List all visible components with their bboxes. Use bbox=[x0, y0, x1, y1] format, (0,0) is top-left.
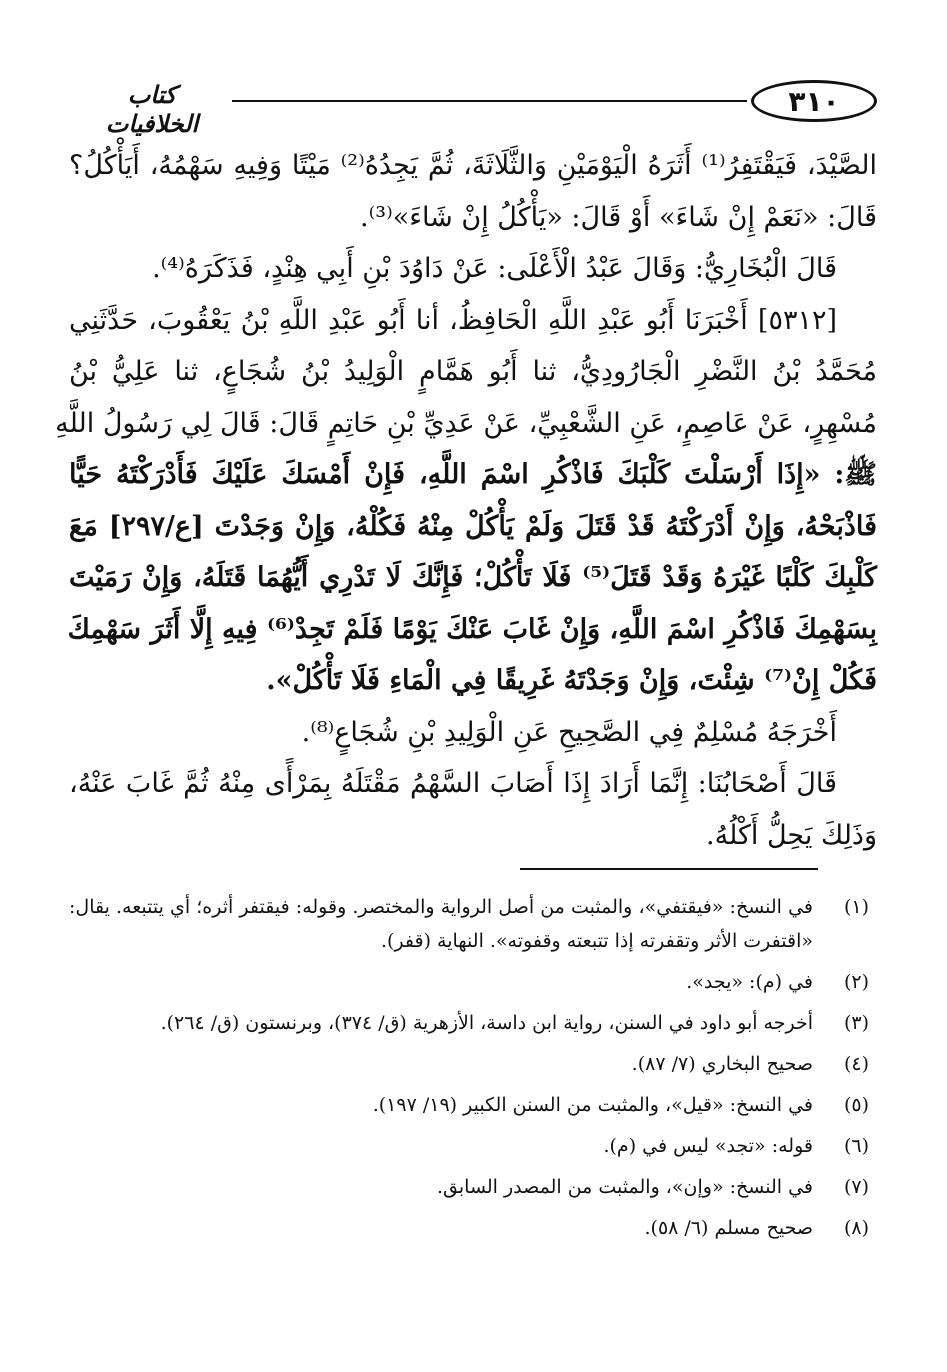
header-rule bbox=[232, 100, 747, 102]
footnote-text: في النسخ: «قيل»، والمثبت من السنن الكبير (١٩/ ١٩٧). bbox=[372, 1094, 813, 1116]
footnote-number: (٨) bbox=[843, 1217, 869, 1239]
footnote-number: (١) bbox=[843, 896, 869, 918]
main-text bbox=[55, 140, 877, 861]
footnote bbox=[69, 890, 869, 958]
hadith-line: بِسَهْمِكَ فَاذْكُرِ اسْمَ اللَّهِ، وَإِنْ غَابَ عَنْكَ يَوْمًا فَلَمْ تَجِدْ⁽⁶⁾ فِيهِ إِلَّا أَثَرَ سَهْمِكَ bbox=[67, 613, 877, 645]
text-line: مُحَمَّدُ بْنُ النَّضْرِ الْجَارُودِيُّ، ثنا أَبُو هَمَّامٍ الْوَلِيدُ بْنُ شُجَاعٍ، ثنا عَلِيُّ بْنُ bbox=[69, 356, 877, 387]
hadith-line: فَكُلْ إِنْ⁽⁷⁾ شِئْتَ، وَإِنْ وَجَدْتَهُ غَرِيقًا فِي الْمَاءِ فَلَا تَأْكُلْ». bbox=[266, 665, 877, 696]
text-line: [٥٣١٢] أَخْبَرَنَا أَبُو عَبْدِ اللَّهِ الْحَافِظُ، أنا أَبُو عَبْدِ اللَّهِ بْنُ يَعْقُوبَ، حَدَّثَنِي bbox=[69, 304, 837, 336]
footnote bbox=[69, 1088, 869, 1122]
footnote bbox=[69, 1211, 869, 1245]
footnote-number: (٢) bbox=[843, 971, 869, 993]
footnote-text: في (م): «يجد». bbox=[686, 971, 813, 993]
footnotes bbox=[69, 890, 869, 1252]
footnote-text: صحيح البخاري (٧/ ٨٧). bbox=[631, 1053, 813, 1075]
text-line: وَذَلِكَ يَحِلُّ أَكْلُهُ. bbox=[706, 819, 877, 851]
book-title: كتاب الخلافيات bbox=[105, 80, 199, 138]
footnote-text: في النسخ: «فيقتفي»، والمثبت من أصل الرواية والمختصر. وقوله: فيقتفر أثره؛ أي يتتبعه. يقال: «اقتفرت الأثر وتقفرته إذا تتبعته وقفوته». النهاية (قفر). bbox=[69, 896, 813, 952]
text-line: قَالَ: «نَعَمْ إِنْ شَاءَ» أَوْ قَالَ: «يَأْكُلُ إِنْ شَاءَ»⁽³⁾. bbox=[360, 201, 877, 233]
text-line: مُسْهِرٍ، عَنْ عَاصِمٍ، عَنِ الشَّعْبِيِّ، عَنْ عَدِيِّ بْنِ حَاتِمٍ قَالَ: قَالَ لِي رَسُولُ اللَّهِ bbox=[55, 407, 877, 439]
footnote bbox=[69, 1170, 869, 1204]
page-header bbox=[82, 80, 877, 138]
footnote bbox=[69, 1047, 869, 1081]
footnote-text: أخرجه أبو داود في السنن، رواية ابن داسة، الأزهرية (ق/ ٣٧٤)، وبرنستون (ق/ ٢٦٤). bbox=[160, 1012, 813, 1034]
footnote-text: في النسخ: «وإن»، والمثبت من المصدر السابق. bbox=[436, 1176, 813, 1198]
hadith-line: كَلْبِكَ كَلْبًا غَيْرَهُ وَقَدْ قَتَلَ⁽⁵⁾ فَلَا تَأْكُلْ؛ فَإِنَّكَ لَا تَدْرِي أَيُّهُمَا قَتَلَهُ، وَإِنْ رَمَيْتَ bbox=[69, 562, 877, 593]
text-line: أَخْرَجَهُ مُسْلِمٌ فِي الصَّحِيحِ عَنِ الْوَلِيدِ بْنِ شُجَاعٍ⁽⁸⁾. bbox=[301, 716, 837, 748]
footnote-number: (٦) bbox=[843, 1135, 869, 1157]
footnote-number: (٤) bbox=[843, 1053, 869, 1075]
text-line: قَالَ أَصْحَابُنَا: إِنَّمَا أَرَادَ إِذَا أَصَابَ السَّهْمُ مَقْتَلَهُ بِمَرْأًى مِنْهُ ثُمَّ غَابَ عَنْهُ، bbox=[69, 768, 837, 799]
footnote-text: صحيح مسلم (٦/ ٥٨). bbox=[644, 1217, 813, 1239]
text-line: قَالَ الْبُخَارِيُّ: وَقَالَ عَبْدُ الْأَعْلَى: عَنْ دَاوُدَ بْنِ أَبِي هِنْدٍ، فَذَكَرَهُ⁽⁴⁾. bbox=[152, 253, 837, 284]
footnote bbox=[69, 1129, 869, 1163]
page-number: ٣١٠ bbox=[751, 80, 877, 122]
footnote bbox=[69, 1006, 869, 1040]
hadith-line: فَاذْبَحْهُ، وَإِنْ أَدْرَكْتَهُ قَدْ قَتَلَ وَلَمْ يَأْكُلْ مِنْهُ فَكُلْهُ، وَإِنْ وَجَدْتَ [ع/٢٩٧] مَعَ bbox=[69, 510, 877, 542]
footnote-divider bbox=[520, 868, 818, 870]
footnote bbox=[69, 965, 869, 999]
footnote-number: (٥) bbox=[843, 1094, 869, 1116]
footnote-number: (٧) bbox=[843, 1176, 869, 1198]
footnote-number: (٣) bbox=[843, 1012, 869, 1034]
hadith-line: ﷺ: «إِذَا أَرْسَلْتَ كَلْبَكَ فَاذْكُرِ اسْمَ اللَّهِ، فَإِنْ أَمْسَكَ عَلَيْكَ فَأَدْرَكْتَهُ حَيًّا bbox=[69, 459, 877, 490]
footnote-text: قوله: «تجد» ليس في (م). bbox=[603, 1135, 813, 1157]
text-line: الصَّيْدَ، فَيَقْتَفِرُ⁽¹⁾ أَثَرَهُ الْيَوْمَيْنِ وَالثَّلَاثَةَ، ثُمَّ يَجِدُهُ⁽²⁾ مَيْتًا وَفِيهِ سَهْمُهُ، أَيَأْكُلُ؟ bbox=[69, 150, 877, 181]
